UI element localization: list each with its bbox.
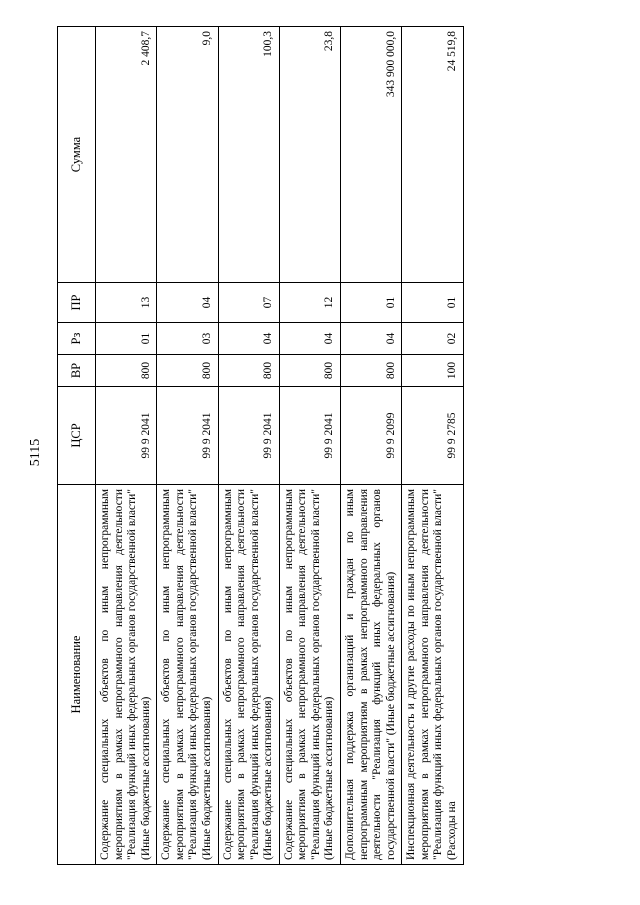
row-vr: 800 [341, 355, 402, 387]
row-name: Содержание специальных объектов по иным непрограммным мероприятиям в рамках непрограммного направления деятельности "Реализация функций иных федеральных органов государственной власти" (Иные бюджетные ассигнования) [279, 485, 340, 865]
row-vr: 800 [157, 355, 218, 387]
row-sum: 23,8 [279, 27, 340, 283]
table-row [402, 27, 463, 865]
row-sum: 343 900 000,0 [341, 27, 402, 283]
row-sum: 100,3 [218, 27, 279, 283]
row-rz: 04 [279, 323, 340, 355]
row-name: Инспекционная деятельность и другие расходы по иным непрограммным мероприятиям в рамках непрограммного направления деятельности "Реализация функций иных федеральных органов государственной власти" (Расходы на [402, 485, 463, 865]
row-pr: 01 [341, 283, 402, 323]
row-name: Дополнительная поддержка организаций и граждан по иным непрограммным мероприятиям в рамках непрограммного направления деятельности "Реализация функций иных федеральных органов государственной власти" (Иные бюджетные ассигнования) [341, 485, 402, 865]
header-rz: Рз [58, 323, 96, 355]
page-number: 5115 [28, 438, 43, 467]
row-sum: 9,0 [157, 27, 218, 283]
row-pr: 04 [157, 283, 218, 323]
header-pr: ПР [58, 283, 96, 323]
header-csr: ЦСР [58, 387, 96, 485]
row-sum: 2 408,7 [96, 27, 157, 283]
row-name: Содержание специальных объектов по иным непрограммным мероприятиям в рамках непрограммного направления деятельности "Реализация функций иных федеральных органов государственной власти" (Иные бюджетные ассигнования) [157, 485, 218, 865]
budget-table [57, 26, 464, 865]
table-row [218, 27, 279, 865]
row-csr: 99 9 2041 [218, 387, 279, 485]
table-row [96, 27, 157, 865]
row-name: Содержание специальных объектов по иным непрограммным мероприятиям в рамках непрограммного направления деятельности "Реализация функций иных федеральных органов государственной власти" (Иные бюджетные ассигнования) [218, 485, 279, 865]
row-csr: 99 9 2041 [96, 387, 157, 485]
row-pr: 07 [218, 283, 279, 323]
row-rz: 01 [96, 323, 157, 355]
header-name: Наименование [58, 485, 96, 865]
row-sum: 24 519,8 [402, 27, 463, 283]
row-pr: 13 [96, 283, 157, 323]
row-rz: 02 [402, 323, 463, 355]
row-csr: 99 9 2041 [279, 387, 340, 485]
row-vr: 800 [218, 355, 279, 387]
row-rz: 03 [157, 323, 218, 355]
row-pr: 01 [402, 283, 463, 323]
table-row [157, 27, 218, 865]
row-rz: 04 [341, 323, 402, 355]
header-sum: Сумма [58, 27, 96, 283]
row-pr: 12 [279, 283, 340, 323]
row-name: Содержание специальных объектов по иным непрограммным мероприятиям в рамках непрограммного направления деятельности "Реализация функций иных федеральных органов государственной власти" (Иные бюджетные ассигнования) [96, 485, 157, 865]
row-rz: 04 [218, 323, 279, 355]
row-csr: 99 9 2099 [341, 387, 402, 485]
header-vr: ВР [58, 355, 96, 387]
row-vr: 100 [402, 355, 463, 387]
table-row [341, 27, 402, 865]
row-vr: 800 [279, 355, 340, 387]
row-vr: 800 [96, 355, 157, 387]
row-csr: 99 9 2785 [402, 387, 463, 485]
table-row [279, 27, 340, 865]
header-row [58, 27, 96, 865]
row-csr: 99 9 2041 [157, 387, 218, 485]
